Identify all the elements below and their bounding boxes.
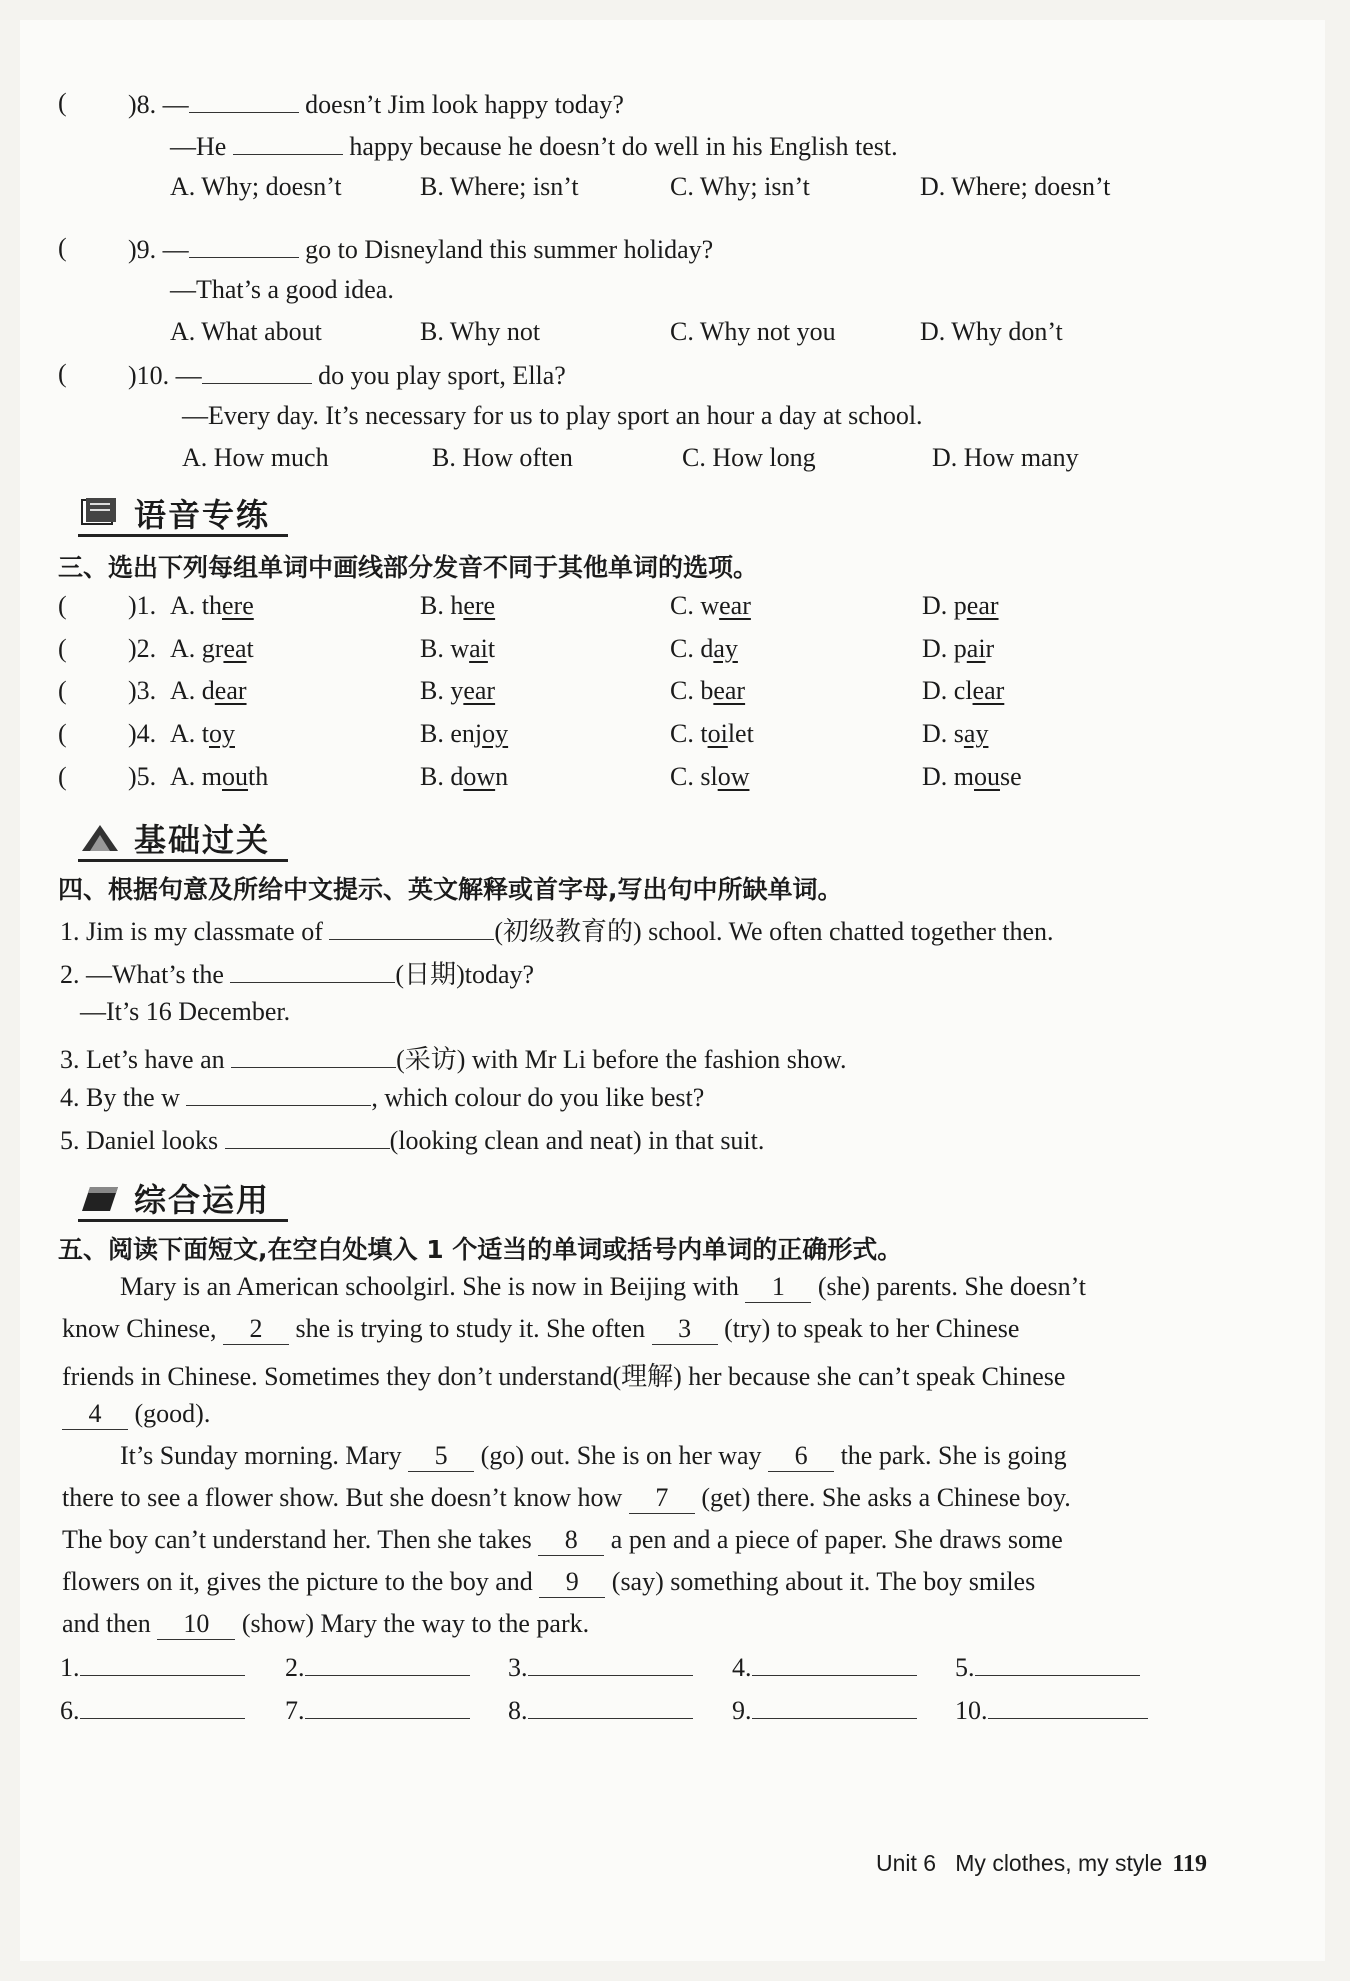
option-b[interactable]: B. Where; isn’t (420, 172, 579, 201)
section-title: 综合运用 (134, 1181, 271, 1219)
option-d[interactable]: D. Where; doesn’t (920, 172, 1111, 201)
underlined-letters: oy (482, 719, 509, 748)
answer-slot (285, 1651, 470, 1683)
word-part: D. p (922, 591, 967, 620)
underlined-letters: ere (463, 591, 496, 620)
book-icon (80, 496, 118, 528)
question-text: do you play sport, Ella? (311, 361, 566, 390)
item-text: (日期)today? (395, 960, 535, 989)
word-part: A. gr (170, 634, 224, 663)
item-text: (采访) with Mr Li before the fashion show. (396, 1045, 847, 1074)
option-d[interactable] (922, 676, 1004, 706)
answer-slot (285, 1694, 470, 1726)
passage-text: know Chinese, (62, 1314, 224, 1343)
answer-paren: ( (58, 88, 67, 117)
numbered-blank[interactable]: 9 (539, 1567, 605, 1598)
option-c[interactable]: C. Why; isn’t (670, 172, 810, 201)
eraser-icon (80, 1181, 118, 1213)
answer-slot (60, 1651, 245, 1683)
passage-text: (go) out. She is on her way (474, 1441, 769, 1470)
word-part: t (246, 634, 254, 663)
question-number: )2. (128, 634, 157, 663)
answer-paren: ( (58, 634, 67, 663)
passage-text: a pen and a piece of paper. She draws some (604, 1525, 1063, 1554)
word-part: A. d (170, 676, 215, 705)
word-part: B. enj (420, 719, 483, 748)
underlined-letters: ere (222, 591, 254, 620)
item-text: (looking clean and neat) in that suit. (389, 1126, 765, 1155)
section-heading (78, 1175, 288, 1222)
section-instruction: 四、根据句意及所给中文提示、英文解释或首字母,写出句中所缺单词。 (58, 875, 843, 904)
item-text: , which colour do you like best? (371, 1083, 705, 1112)
underlined-letters: ea (223, 634, 247, 663)
underlined-letters: ear (463, 676, 496, 705)
question-number: )10. — (128, 361, 202, 390)
underlined-letters: oy (209, 719, 235, 748)
option-b[interactable] (420, 591, 495, 621)
option-a[interactable] (170, 591, 254, 621)
answer-number: 9. (732, 1696, 752, 1725)
answer-number: 5. (955, 1653, 975, 1682)
answer-slot (955, 1694, 1148, 1726)
passage-text: Mary is an American schoolgirl. She is now in Beijing with (120, 1272, 746, 1301)
answer-slot (508, 1651, 693, 1683)
fill-item (60, 1081, 704, 1113)
underlined-letters: ear (972, 676, 1005, 705)
question-number: )9. — (128, 235, 189, 264)
answer-number: 6. (60, 1696, 80, 1725)
item-text: 1. Jim is my classmate of (60, 917, 323, 946)
option-d[interactable] (922, 719, 988, 749)
passage-line (120, 1441, 1067, 1472)
word-part: D. cl (922, 676, 973, 705)
passage-line (62, 1399, 210, 1430)
passage-text: and then (62, 1609, 158, 1638)
passage-text: (good). (128, 1399, 211, 1428)
answer-paren: ( (58, 676, 67, 705)
option-a[interactable] (170, 676, 247, 706)
underlined-letters: ow (463, 762, 496, 791)
option-a[interactable]: A. Why; doesn’t (170, 172, 342, 201)
passage-text: there to see a flower show. But she doesn’t know how (62, 1483, 629, 1512)
word-part: A. m (170, 762, 222, 791)
answer-slot (508, 1694, 693, 1726)
option-d[interactable]: D. Why don’t (920, 317, 1063, 346)
option-b[interactable] (420, 762, 508, 792)
answer-blank[interactable] (230, 958, 395, 983)
underlined-letters: ear (713, 676, 746, 705)
option-c[interactable]: C. Why not you (670, 317, 836, 346)
answer-line[interactable] (305, 1651, 470, 1676)
section-title: 语音专练 (134, 496, 271, 534)
answer-number: 3. (508, 1653, 528, 1682)
answer-blank[interactable] (329, 915, 494, 940)
answer-line[interactable] (975, 1651, 1140, 1676)
passage-text: flowers on it, gives the picture to the boy and (62, 1567, 540, 1596)
question-text: go to Disneyland this summer holiday? (298, 235, 714, 264)
word-part: n (495, 762, 509, 791)
item-text: 4. By the w (60, 1083, 180, 1112)
answer-line[interactable] (80, 1651, 245, 1676)
footer-unit: Unit 6 (876, 1850, 937, 1876)
option-b[interactable] (420, 634, 495, 664)
question-number: )8. — (128, 90, 189, 119)
question-number: )5. (128, 762, 157, 791)
item-text: 3. Let’s have an (60, 1045, 225, 1074)
word-part: B. w (420, 634, 470, 663)
reply-line (170, 130, 898, 162)
answer-paren: ( (58, 359, 67, 388)
word-part: D. m (922, 762, 974, 791)
section-instruction: 三、选出下列每组单词中画线部分发音不同于其他单词的选项。 (58, 553, 759, 582)
numbered-blank[interactable]: 1 (745, 1272, 811, 1303)
question-text: doesn’t Jim look happy today? (298, 90, 624, 119)
numbered-blank[interactable]: 6 (768, 1441, 834, 1472)
passage-text: (get) there. She asks a Chinese boy. (694, 1483, 1071, 1512)
answer-slot (732, 1694, 917, 1726)
passage-line (62, 1609, 589, 1640)
underlined-letters: ai (966, 634, 986, 663)
passage-text: (show) Mary the way to the park. (235, 1609, 590, 1638)
fill-item (60, 1124, 764, 1156)
option-a[interactable]: A. What about (170, 317, 322, 346)
triangle-icon (80, 821, 118, 853)
option-d[interactable]: D. How many (932, 443, 1079, 472)
answer-paren: ( (58, 233, 67, 262)
word-part: D. s (922, 719, 964, 748)
answer-number: 8. (508, 1696, 528, 1725)
option-d[interactable] (922, 634, 994, 664)
passage-line (120, 1272, 1086, 1303)
answer-number: 1. (60, 1653, 80, 1682)
answer-blank[interactable] (186, 1081, 371, 1106)
footer-title: My clothes, my style (955, 1850, 1163, 1876)
option-a[interactable]: A. How much (182, 443, 329, 472)
numbered-blank[interactable]: 3 (652, 1314, 718, 1345)
item-text: (初级教育的) school. We often chatted together then. (494, 917, 1054, 946)
option-d[interactable] (922, 762, 1022, 792)
question-line (128, 359, 566, 391)
fill-item (60, 1039, 846, 1076)
answer-number: 7. (285, 1696, 305, 1725)
option-c[interactable] (670, 762, 749, 792)
numbered-blank[interactable]: 7 (629, 1483, 695, 1514)
answer-line[interactable] (752, 1651, 917, 1676)
underlined-letters: ai (469, 634, 488, 663)
answer-paren: ( (58, 719, 67, 748)
underlined-letters: oi (707, 719, 728, 748)
option-b[interactable] (420, 676, 495, 706)
word-part: th (248, 762, 269, 791)
underlined-letters: ow (717, 762, 750, 791)
answer-line[interactable] (988, 1694, 1148, 1719)
underlined-letters: ay (963, 719, 989, 748)
answer-number: 10. (955, 1696, 988, 1725)
answer-blank[interactable] (189, 88, 299, 113)
word-part: B. h (420, 591, 464, 620)
numbered-blank[interactable]: 4 (62, 1399, 128, 1430)
passage-text: The boy can’t understand her. Then she takes (62, 1525, 539, 1554)
reply-text: happy because he doesn’t do well in his English test. (342, 132, 898, 161)
passage-line (62, 1356, 1065, 1393)
underlined-letters: ear (966, 591, 999, 620)
answer-line[interactable] (528, 1651, 693, 1676)
option-b[interactable]: B. Why not (420, 317, 541, 346)
passage-text: It’s Sunday morning. Mary (120, 1441, 409, 1470)
underlined-letters: ou (974, 762, 1000, 791)
option-c[interactable] (670, 719, 754, 749)
passage-line (62, 1483, 1071, 1514)
numbered-blank[interactable]: 8 (538, 1525, 604, 1556)
section-heading (78, 490, 288, 537)
answer-blank[interactable] (202, 359, 312, 384)
answer-number: 4. (732, 1653, 752, 1682)
section-heading (78, 815, 288, 862)
passage-text: (say) something about it. The boy smiles (605, 1567, 1036, 1596)
word-part: C. sl (670, 762, 718, 791)
underlined-letters: ay (713, 634, 738, 663)
word-part: A. t (170, 719, 209, 748)
answer-paren: ( (58, 762, 67, 791)
answer-slot (60, 1694, 245, 1726)
word-part: B. y (420, 676, 464, 705)
item-text: —It’s 16 December. (80, 997, 291, 1026)
option-c[interactable] (670, 591, 751, 621)
section-title: 基础过关 (134, 821, 271, 859)
passage-text: (she) parents. She doesn’t (811, 1272, 1086, 1301)
word-part: se (1000, 762, 1022, 791)
passage-line (62, 1525, 1063, 1556)
underlined-letters: ou (222, 762, 248, 791)
page-number: 119 (1172, 1851, 1207, 1877)
numbered-blank[interactable]: 10 (157, 1609, 235, 1640)
numbered-blank[interactable]: 5 (408, 1441, 474, 1472)
word-part: C. t (670, 719, 708, 748)
reply-line: —Every day. It’s necessary for us to play sport an hour a day at school. (182, 401, 923, 430)
fill-item (60, 911, 1054, 948)
passage-line (62, 1314, 1019, 1345)
page-footer (876, 1850, 1207, 1878)
word-part: C. d (670, 634, 714, 663)
answer-blank[interactable] (233, 130, 343, 155)
passage-text: the park. She is going (834, 1441, 1067, 1470)
word-part: t (487, 634, 496, 663)
answer-line[interactable] (80, 1694, 245, 1719)
underlined-letters: ear (719, 591, 751, 620)
numbered-blank[interactable]: 2 (223, 1314, 289, 1345)
question-number: )4. (128, 719, 157, 748)
option-c[interactable] (670, 676, 745, 706)
word-part: r (985, 634, 995, 663)
answer-paren: ( (58, 591, 67, 620)
answer-line[interactable] (528, 1694, 693, 1719)
fill-item (80, 997, 290, 1027)
answer-line[interactable] (752, 1694, 917, 1719)
option-d[interactable] (922, 591, 999, 621)
option-c[interactable]: C. How long (682, 443, 816, 472)
answer-slot (732, 1651, 917, 1683)
question-line (128, 88, 624, 120)
option-c[interactable] (670, 634, 738, 664)
answer-blank[interactable] (189, 233, 299, 258)
answer-blank[interactable] (231, 1043, 396, 1068)
item-text: 2. —What’s the (60, 960, 224, 989)
passage-text: friends in Chinese. Sometimes they don’t understand(理解) her because she can’t speak Chinese (62, 1362, 1066, 1391)
answer-line[interactable] (305, 1694, 470, 1719)
underlined-letters: ear (214, 676, 247, 705)
word-part: A. th (170, 591, 222, 620)
option-a[interactable] (170, 634, 254, 664)
answer-blank[interactable] (225, 1124, 390, 1149)
reply-text: —He (170, 132, 227, 161)
option-a[interactable] (170, 719, 235, 749)
space (936, 1850, 955, 1876)
word-part: D. p (922, 634, 967, 663)
option-b[interactable]: B. How often (432, 443, 573, 472)
passage-text: she is trying to study it. She often (289, 1314, 652, 1343)
question-number: )3. (128, 676, 157, 705)
question-line (128, 233, 713, 265)
answer-number: 2. (285, 1653, 305, 1682)
word-part: B. d (420, 762, 464, 791)
fill-item (60, 954, 534, 991)
passage-line (62, 1567, 1035, 1598)
item-text: 5. Daniel looks (60, 1126, 219, 1155)
section-instruction: 五、阅读下面短文,在空白处填入 1 个适当的单词或括号内单词的正确形式。 (58, 1235, 903, 1264)
passage-text: (try) to speak to her Chinese (717, 1314, 1020, 1343)
option-b[interactable] (420, 719, 508, 749)
option-a[interactable] (170, 762, 268, 792)
workbook-page (20, 20, 1325, 1961)
reply-line: —That’s a good idea. (170, 275, 394, 304)
question-number: )1. (128, 591, 157, 620)
word-part: let (727, 719, 754, 748)
word-part: C. w (670, 591, 720, 620)
answer-slot (955, 1651, 1140, 1683)
word-part: C. b (670, 676, 714, 705)
